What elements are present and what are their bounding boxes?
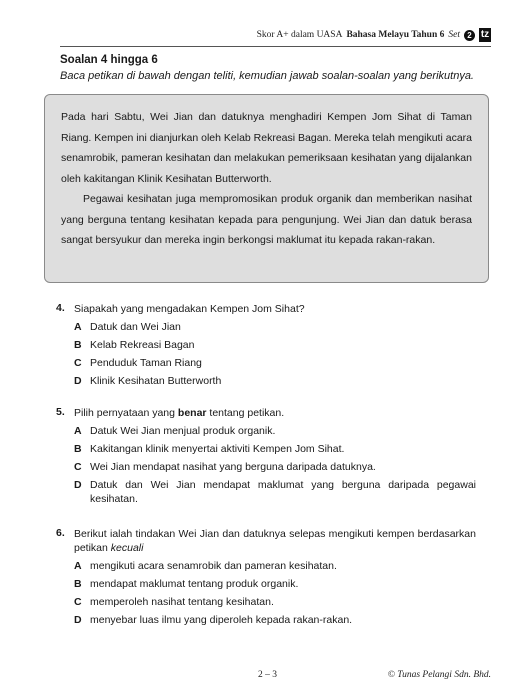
option-text: mendapat maklumat tentang produk organik. xyxy=(90,578,299,590)
option-b[interactable] xyxy=(74,442,476,456)
question-number: 5. xyxy=(56,406,65,418)
option-a[interactable] xyxy=(74,320,476,334)
copyright-notice: © Tunas Pelangi Sdn. Bhd. xyxy=(387,670,491,680)
option-text: memperoleh nasihat tentang kesihatan. xyxy=(90,596,274,608)
question-6 xyxy=(56,527,476,627)
option-letter: B xyxy=(74,443,82,455)
question-text xyxy=(74,406,476,420)
option-letter: C xyxy=(74,461,82,473)
option-c[interactable] xyxy=(74,460,476,474)
header-rule xyxy=(60,46,491,47)
option-text: Datuk dan Wei Jian xyxy=(90,321,181,333)
option-text: Datuk Wei Jian menjual produk organik. xyxy=(90,425,276,437)
question-text-part: Pilih pernyataan yang xyxy=(74,407,178,419)
option-text: Datuk dan Wei Jian mendapat maklumat yang berguna daripada pegawai kesihatan. xyxy=(90,479,476,505)
option-text: Kakitangan klinik menyertai aktiviti Kempen Jom Sihat. xyxy=(90,443,345,455)
question-4 xyxy=(56,302,476,388)
header-prefix: Skor A+ dalam UASA xyxy=(256,30,343,40)
option-list xyxy=(74,424,476,506)
option-letter: A xyxy=(74,425,82,437)
header-book-title: Bahasa Melayu Tahun 6 xyxy=(346,30,445,40)
option-letter: C xyxy=(74,596,82,608)
publisher-logo: tz xyxy=(480,29,490,40)
page-number: 2 – 3 xyxy=(258,670,277,680)
passage-paragraph-2: Pegawai kesihatan juga mempromosikan produk organik dan memberikan nasihat yang berguna tentang kesihatan kepada para pengunjung. Wei Jian dan datuk berasa sangat bersyukur dan mereka ingin berkongsi maklumat itu kepada rakan-rakan. xyxy=(61,193,472,246)
question-text-part: tentang petikan. xyxy=(206,407,285,419)
option-c[interactable] xyxy=(74,595,476,609)
option-letter: B xyxy=(74,578,82,590)
option-d[interactable] xyxy=(74,613,476,627)
question-emphasis: benar xyxy=(177,407,207,419)
option-a[interactable] xyxy=(74,424,476,438)
option-text: Klinik Kesihatan Butterworth xyxy=(90,375,222,387)
option-b[interactable] xyxy=(74,338,476,352)
option-text: menyebar luas ilmu yang diperoleh kepada rakan-rakan. xyxy=(90,614,353,626)
passage-text xyxy=(61,107,472,272)
header-set-number: 2 xyxy=(464,30,475,41)
section-title: Soalan 4 hingga 6 xyxy=(60,54,158,66)
running-header xyxy=(257,28,491,42)
option-b[interactable] xyxy=(74,577,476,591)
option-letter: A xyxy=(74,560,82,572)
passage-box xyxy=(44,94,489,283)
option-list xyxy=(74,320,476,388)
option-text: Wei Jian mendapat nasihat yang berguna daripada datuknya. xyxy=(90,461,376,473)
option-letter: C xyxy=(74,357,82,369)
option-text: mengikuti acara senamrobik dan pameran kesihatan. xyxy=(90,560,337,572)
option-letter: A xyxy=(74,321,82,333)
option-d[interactable] xyxy=(74,478,476,506)
header-set-label: Set xyxy=(448,30,460,40)
option-a[interactable] xyxy=(74,559,476,573)
question-5 xyxy=(56,406,476,506)
option-letter: D xyxy=(74,614,82,626)
question-emphasis: kecuali xyxy=(110,542,144,554)
option-letter: B xyxy=(74,339,82,351)
section-instruction: Baca petikan di bawah dengan teliti, kemudian jawab soalan-soalan yang berikutnya. xyxy=(60,70,474,82)
question-text xyxy=(74,527,476,555)
option-c[interactable] xyxy=(74,356,476,370)
option-d[interactable] xyxy=(74,374,476,388)
option-text: Kelab Rekreasi Bagan xyxy=(90,339,195,351)
option-letter: D xyxy=(74,375,82,387)
passage-paragraph-1: Pada hari Sabtu, Wei Jian dan datuknya menghadiri Kempen Jom Sihat di Taman Riang. Kempen ini dianjurkan oleh Kelab Rekreasi Bagan. Mereka telah mengikuti acara senamrobik, pameran kesihatan dan melakukan pemeriksaan kesihatan yang dijalankan oleh kakitangan Klinik Kesihatan Butterworth. xyxy=(61,111,472,185)
question-number: 4. xyxy=(56,302,65,314)
option-text: Penduduk Taman Riang xyxy=(90,357,202,369)
question-number: 6. xyxy=(56,527,65,539)
option-letter: D xyxy=(74,479,82,491)
option-list xyxy=(74,559,476,627)
question-text: Siapakah yang mengadakan Kempen Jom Sihat? xyxy=(74,303,305,315)
question-text-part: Berikut ialah tindakan Wei Jian dan datuknya selepas mengikuti kempen berdasarkan petikan xyxy=(74,528,476,554)
